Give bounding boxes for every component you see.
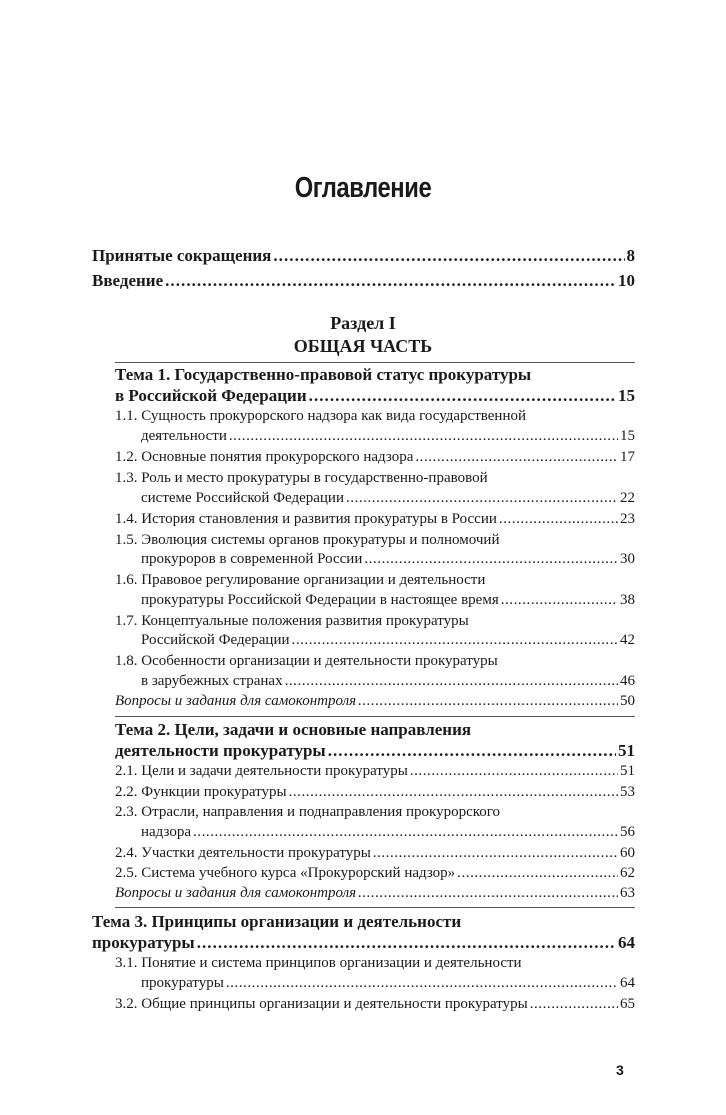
subentry-line1: 1.4. История становления и развития прокуратуры в России: [115, 511, 497, 527]
toc-subentry-2-5[interactable]: [115, 865, 635, 882]
leader-dots: [328, 741, 616, 761]
toc-entry-page: 15: [620, 428, 635, 444]
leader-dots: [457, 865, 618, 882]
toc-entry-page: 50: [620, 693, 635, 709]
subentry-line1: 3.1. Понятие и система принципов организации и деятельности: [115, 955, 522, 971]
leader-dots: [499, 511, 618, 528]
toc-entry-page: 22: [620, 490, 635, 506]
subentry-line1: 1.6. Правовое регулирование организации и деятельности: [115, 572, 486, 588]
leader-dots: [309, 386, 616, 406]
toc-entry-label: Введение: [92, 271, 164, 290]
section-subtitle: ОБЩАЯ ЧАСТЬ: [293, 336, 433, 356]
toc-entry-page: 53: [620, 784, 635, 800]
leader-dots: [415, 449, 618, 466]
topic-title-line1: Тема 1. Государственно-правовой статус прокуратуры: [115, 365, 532, 384]
toc-entry-page: 56: [620, 824, 635, 840]
toc-entry-page: 64: [618, 933, 635, 952]
toc-subentry-1-4[interactable]: [115, 511, 635, 528]
subentry-line1: 2.5. Система учебного курса «Прокурорский надзор»: [115, 865, 456, 881]
toc-entry-page: 42: [620, 632, 635, 648]
toc-entry-page: 17: [620, 449, 635, 465]
page-title: Оглавление: [294, 172, 432, 204]
toc-subentry-1-6[interactable]: [141, 592, 635, 609]
toc-entry-page: 10: [618, 271, 635, 290]
topic-title-line2: прокуратуры: [92, 933, 195, 952]
leader-dots: [229, 428, 618, 445]
toc-subentry-1-8[interactable]: [141, 673, 635, 690]
topic-title-line2: деятельности прокуратуры: [115, 741, 326, 760]
subentry-line1: 1.5. Эволюция системы органов прокуратуры и полномочий: [115, 532, 500, 548]
leader-dots: [273, 246, 624, 266]
toc-subentry-3-2[interactable]: [115, 996, 635, 1013]
leader-dots: [285, 673, 618, 690]
toc-entry-topic-1[interactable]: [115, 386, 635, 406]
subentry-line1: 1.2. Основные понятия прокурорского надзора: [115, 449, 414, 465]
divider: [115, 716, 635, 717]
toc-entry-page: 38: [620, 592, 635, 608]
subentry-line1: 1.7. Концептуальные положения развития прокуратуры: [115, 613, 469, 629]
subentry-line1: 2.2. Функции прокуратуры: [115, 784, 287, 800]
toc-subentry-1-1[interactable]: [141, 428, 635, 445]
subentry-line2: прокуратуры: [141, 975, 224, 991]
subentry-line2: прокуратуры Российской Федерации в настоящее время: [141, 592, 499, 608]
leader-dots: [501, 592, 618, 609]
toc-entry-page: 60: [620, 845, 635, 861]
toc-questions-2[interactable]: [115, 885, 635, 902]
questions-label: Вопросы и задания для самоконтроля: [115, 693, 357, 709]
toc-subentry-3-1[interactable]: [141, 975, 635, 992]
leader-dots: [358, 885, 618, 902]
toc-subentry-1-2[interactable]: [115, 449, 635, 466]
toc-entry-page: 51: [618, 741, 635, 760]
subentry-line2: системе Российской Федерации: [141, 490, 344, 506]
toc-subentry-2-3[interactable]: [141, 824, 635, 841]
toc-entry-page: 15: [618, 386, 635, 405]
toc-entry-topic-2[interactable]: [115, 741, 635, 761]
divider: [115, 362, 635, 363]
toc-entry-page: 64: [620, 975, 635, 991]
subentry-line1: 2.4. Участки деятельности прокуратуры: [115, 845, 371, 861]
leader-dots: [193, 824, 618, 841]
toc-entry-page: 8: [626, 246, 635, 265]
subentry-line1: 1.8. Особенности организации и деятельности прокуратуры: [115, 653, 498, 669]
toc-entry-page: 62: [620, 865, 635, 881]
toc-entry-page: 23: [620, 511, 635, 527]
toc-subentry-1-5[interactable]: [141, 551, 635, 568]
topic-title-line2: в Российской Федерации: [115, 386, 307, 405]
leader-dots: [410, 763, 618, 780]
toc-questions-1[interactable]: [115, 693, 635, 710]
toc-entry-page: 65: [620, 996, 635, 1012]
leader-dots: [165, 271, 616, 291]
toc-entry-page: 63: [620, 885, 635, 901]
section-name: Раздел I: [330, 313, 396, 333]
subentry-line1: 2.3. Отрасли, направления и поднаправления прокурорского: [115, 804, 501, 820]
toc-subentry-1-7[interactable]: [141, 632, 635, 649]
subentry-line2: надзора: [141, 824, 191, 840]
toc-entry-page: 46: [620, 673, 635, 689]
leader-dots: [358, 693, 618, 710]
topic-title-line1: Тема 2. Цели, задачи и основные направления: [115, 720, 472, 739]
subentry-line2: в зарубежных странах: [141, 673, 283, 689]
toc-subentry-2-4[interactable]: [115, 845, 635, 862]
toc-entry-label: Принятые сокращения: [92, 246, 272, 265]
leader-dots: [530, 996, 618, 1013]
subentry-line1: 1.1. Сущность прокурорского надзора как вида государственной: [115, 408, 527, 424]
leader-dots: [346, 490, 618, 507]
leader-dots: [364, 551, 618, 568]
toc-entry-introduction[interactable]: [92, 271, 635, 291]
leader-dots: [197, 933, 616, 953]
subentry-line2: прокуроров в современной России: [141, 551, 363, 567]
toc-subentry-1-3[interactable]: [141, 490, 635, 507]
subentry-line2: Российской Федерации: [141, 632, 290, 648]
toc-entry-page: 51: [620, 763, 635, 779]
divider: [115, 907, 635, 908]
questions-label: Вопросы и задания для самоконтроля: [115, 885, 357, 901]
subentry-line1: 1.3. Роль и место прокуратуры в государственно-правовой: [115, 470, 488, 486]
topic-title-line1: Тема 3. Принципы организации и деятельности: [92, 912, 462, 931]
toc-entry-topic-3[interactable]: [92, 933, 635, 953]
subentry-line1: 3.2. Общие принципы организации и деятельности прокуратуры: [115, 996, 528, 1012]
subentry-line2: деятельности: [141, 428, 227, 444]
toc-entry-page: 30: [620, 551, 635, 567]
toc-subentry-2-2[interactable]: [115, 784, 635, 801]
page-number: 3: [616, 1062, 624, 1078]
leader-dots: [226, 975, 618, 992]
leader-dots: [289, 784, 618, 801]
leader-dots: [292, 632, 618, 649]
subentry-line1: 2.1. Цели и задачи деятельности прокуратуры: [115, 763, 408, 779]
toc-subentry-2-1[interactable]: [115, 763, 635, 780]
toc-entry-abbreviations[interactable]: [92, 246, 635, 266]
leader-dots: [373, 845, 618, 862]
